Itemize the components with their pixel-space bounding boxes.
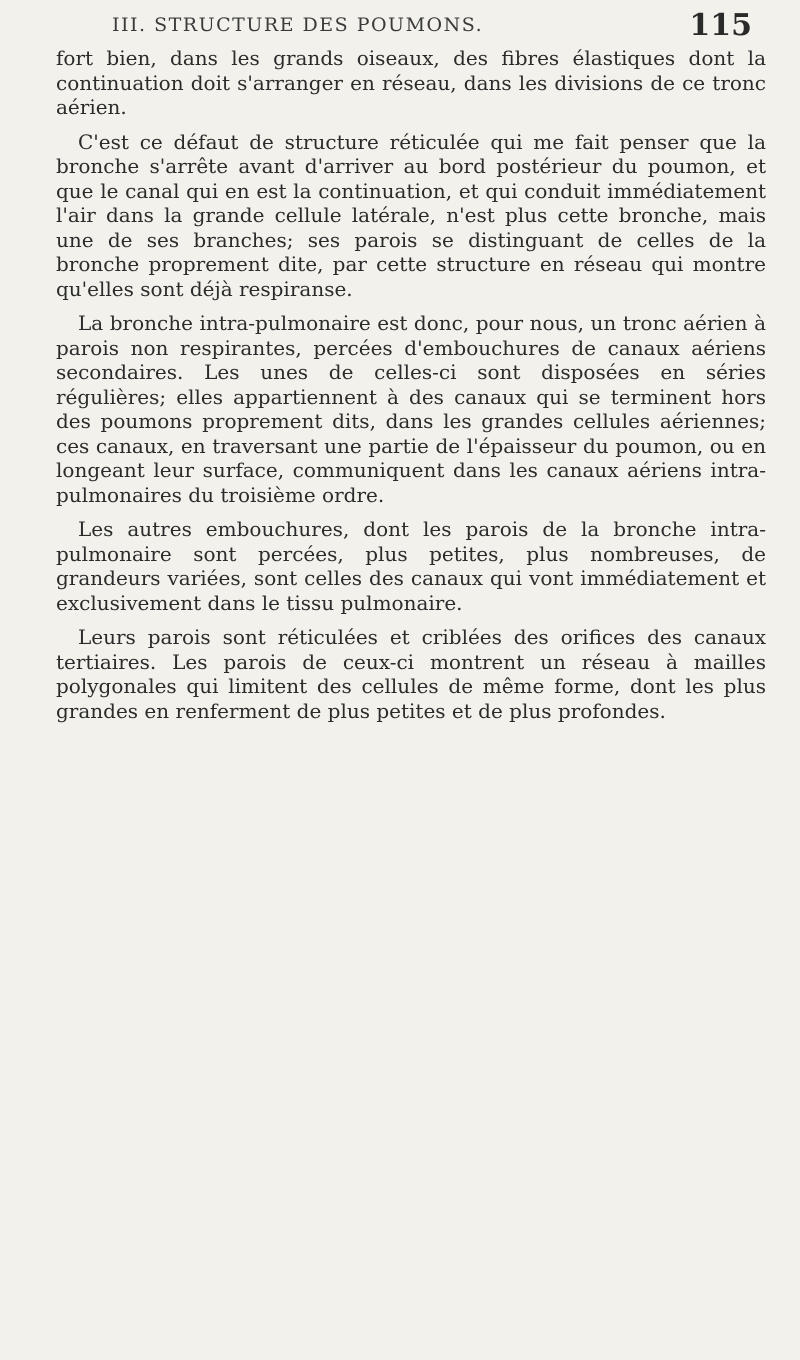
paragraph-1: fort bien, dans les grands oiseaux, des fibres élastiques dont la continuation doit s'arranger en réseau, dans les divisions de ce tronc aérien.: [56, 46, 766, 119]
running-head: [112, 6, 752, 46]
body-text: [56, 46, 766, 733]
paragraph-3: La bronche intra-pulmonaire est donc, pour nous, un tronc aérien à parois non respirantes, percées d'embouchures de canaux aériens secondaires. Les unes de celles-ci sont disposées en séries régulières; elles appartiennent à des canaux qui se terminent hors des poumons proprement dits, dans les grandes cellules aériennes; ces canaux, en traversant une partie de l'épaisseur du poumon, ou en longeant leur surface, communiquent dans les canaux aériens intra-pulmonaires du troisième ordre.: [56, 311, 766, 507]
paragraph-2: C'est ce défaut de structure réticulée qui me fait penser que la bronche s'arrête avant d'arriver au bord postérieur du poumon, et que le canal qui en est la continuation, et qui conduit immédiatement l'air dans la grande cellule latérale, n'est plus cette bronche, mais une de ses branches; ses parois se distinguant de celles de la bronche proprement dite, par cette structure en réseau qui montre qu'elles sont déjà respiranse.: [56, 129, 766, 301]
page-number: 115: [689, 8, 752, 43]
paragraph-4: Les autres embouchures, dont les parois de la bronche intra-pulmonaire sont percées, plus petites, plus nombreuses, de grandeurs variées, sont celles des canaux qui vont immédiatement et exclusivement dans le tissu pulmonaire.: [56, 517, 766, 615]
chapter-title: III. STRUCTURE DES POUMONS.: [112, 14, 484, 36]
paragraph-5: Leurs parois sont réticulées et criblées des orifices des canaux tertiaires. Les parois de ceux-ci montrent un réseau à mailles polygonales qui limitent des cellules de même forme, dont les plus grandes en renferment de plus petites et de plus profondes.: [56, 625, 766, 723]
